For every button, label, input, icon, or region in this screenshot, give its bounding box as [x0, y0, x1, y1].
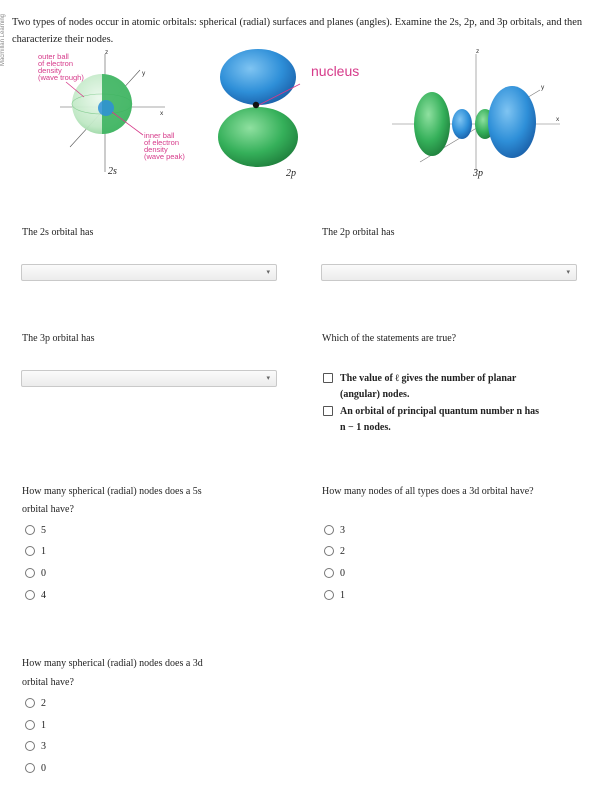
q3d-all-line1: How many nodes of all types does a 3d orbital have? [322, 486, 534, 497]
statement-2-checkbox[interactable] [323, 406, 333, 416]
radio-icon[interactable] [25, 525, 35, 535]
q3d-radial-option-4[interactable]: 0 [25, 760, 46, 776]
chevron-down-icon: ▾ [266, 374, 270, 382]
statement-1-checkbox[interactable] [323, 373, 333, 383]
radio-icon[interactable] [25, 763, 35, 773]
q2p-select[interactable] [321, 264, 577, 281]
radio-icon[interactable] [25, 590, 35, 600]
q5s-option-3[interactable]: 0 [25, 565, 46, 581]
axis-y-3p: y [541, 84, 545, 91]
q5s-option-4[interactable]: 4 [25, 587, 46, 603]
q3d-radial-option-3[interactable]: 3 [25, 738, 46, 754]
caption-2s: 2s [108, 166, 117, 177]
q3d-all-option-3[interactable]: 0 [324, 565, 345, 581]
radio-icon[interactable] [25, 568, 35, 578]
side-text: Macmillan Learning [0, 14, 6, 67]
statement-1-line2: (angular) nodes. [340, 389, 410, 400]
radio-icon[interactable] [324, 546, 334, 556]
q5s-line2: orbital have? [22, 504, 74, 515]
chevron-down-icon: ▾ [566, 268, 570, 276]
radio-icon[interactable] [25, 546, 35, 556]
q3d-radial-line1: How many spherical (radial) nodes does a 3d [22, 658, 203, 669]
q3p-label: The 3p orbital has [22, 333, 95, 344]
nucleus-label: nucleus [311, 63, 360, 79]
q2s-label: The 2s orbital has [22, 227, 94, 238]
axis-x-3p: x [556, 116, 560, 123]
q3d-all-option-2[interactable]: 2 [324, 543, 345, 559]
q3d-all-option-1[interactable]: 3 [324, 522, 345, 538]
q3d-radial-line2: orbital have? [22, 677, 74, 688]
intro-text: Two types of nodes occur in atomic orbitals: spherical (radial) surfaces and planes (angles). Examine the 2s, 2p, and 3p orbitals, and then characterize their nodes. [12, 17, 583, 45]
orbital-2p [218, 49, 359, 179]
q5s-option-1[interactable]: 5 [25, 522, 46, 538]
q2s-select[interactable] [21, 264, 277, 281]
radio-icon[interactable] [324, 525, 334, 535]
radio-icon[interactable] [25, 741, 35, 751]
caption-2p: 2p [286, 168, 296, 179]
orbital-figure [0, 42, 594, 187]
caption-3p: 3p [473, 168, 483, 179]
statement-1-line1: The value of ℓ gives the number of planar [340, 373, 517, 384]
radio-icon[interactable] [25, 698, 35, 708]
q3d-all-option-4[interactable]: 1 [324, 587, 345, 603]
statement-2-line2: n − 1 nodes. [340, 422, 391, 433]
radio-icon[interactable] [25, 720, 35, 730]
q3d-radial-option-1[interactable]: 2 [25, 695, 46, 711]
axis-x-2s: x [160, 110, 164, 117]
radio-icon[interactable] [324, 568, 334, 578]
orbital-2s [38, 49, 185, 177]
q3p-select[interactable] [21, 370, 277, 387]
radio-icon[interactable] [324, 590, 334, 600]
axis-z-2s: z [105, 49, 109, 56]
outer-ball-label: outer ball of electron density (wave trough) [38, 52, 84, 82]
q5s-line1: How many spherical (radial) nodes does a 5s [22, 486, 202, 497]
q2p-label: The 2p orbital has [322, 227, 395, 238]
statements-label: Which of the statements are true? [322, 333, 457, 344]
axis-y-2s: y [142, 70, 146, 77]
statement-2-line1: An orbital of principal quantum number n has [340, 406, 540, 417]
orbital-3p [392, 48, 560, 179]
chevron-down-icon: ▾ [266, 268, 270, 276]
q3d-radial-option-2[interactable]: 1 [25, 717, 46, 733]
orbital-figure-svg [0, 42, 594, 187]
axis-z-3p: z [476, 48, 480, 55]
q5s-option-2[interactable]: 1 [25, 543, 46, 559]
inner-ball-label: inner ball of electron density (wave peak) [144, 131, 185, 161]
